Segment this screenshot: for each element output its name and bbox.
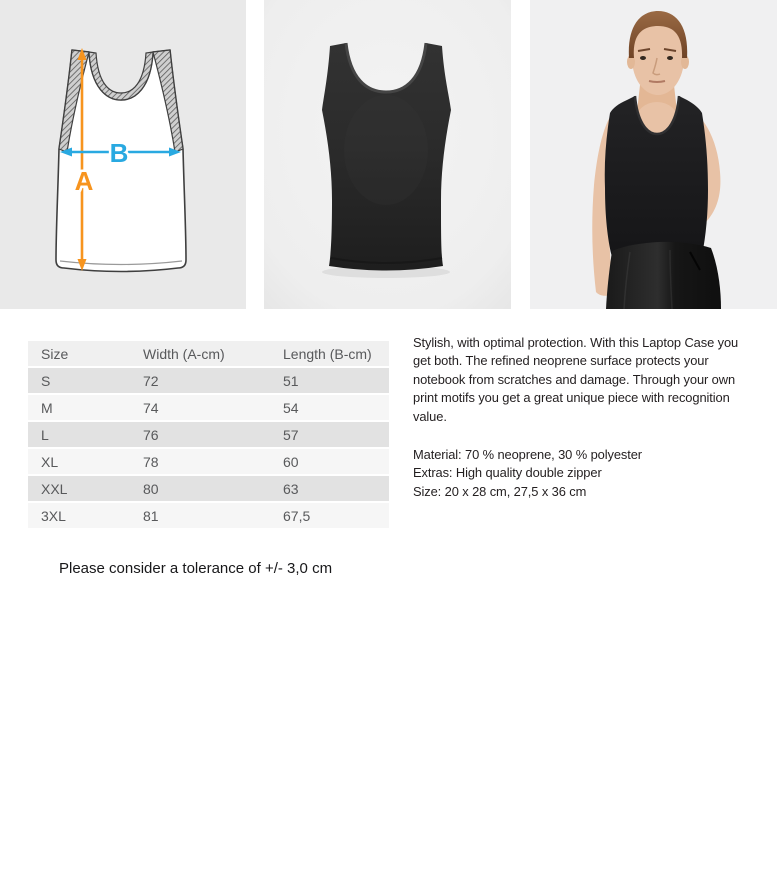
tolerance-note: Please consider a tolerance of +/- 3,0 cm: [59, 560, 333, 577]
model-photo-image[interactable]: [530, 0, 777, 309]
col-header-size: Size: [28, 341, 130, 366]
cell-size: 3XL: [28, 503, 130, 528]
size-table-header-row: [28, 341, 389, 366]
cell-width: 74: [130, 395, 270, 420]
col-header-width: Width (A-cm): [130, 341, 270, 366]
table-row: [28, 395, 389, 420]
cell-width: 80: [130, 476, 270, 501]
cell-length: 60: [270, 449, 389, 474]
tank-top-diagram-icon: [0, 0, 246, 309]
material-line: Material: 70 % neoprene, 30 % polyester: [413, 447, 642, 463]
product-photo-image[interactable]: [264, 0, 511, 309]
cell-width: 78: [130, 449, 270, 474]
cell-width: 76: [130, 422, 270, 447]
cell-length: 57: [270, 422, 389, 447]
cell-length: 63: [270, 476, 389, 501]
size-table: [28, 339, 389, 530]
cell-width: 72: [130, 368, 270, 393]
black-tank-top-icon: [264, 0, 511, 309]
cell-length: 54: [270, 395, 389, 420]
cell-length: 51: [270, 368, 389, 393]
cell-size: M: [28, 395, 130, 420]
table-row: [28, 503, 389, 528]
size-line: Size: 20 x 28 cm, 27,5 x 36 cm: [413, 483, 587, 499]
col-header-length: Length (B-cm): [270, 341, 389, 366]
measure-a-label: A: [74, 166, 94, 196]
cell-size: L: [28, 422, 130, 447]
table-row: [28, 422, 389, 447]
cell-size: XXL: [28, 476, 130, 501]
cell-width: 81: [130, 503, 270, 528]
extras-line: Extras: High quality double zipper: [413, 465, 602, 481]
cell-size: XL: [28, 449, 130, 474]
measurement-diagram-image[interactable]: [0, 0, 246, 309]
table-row: [28, 368, 389, 393]
table-row: [28, 476, 389, 501]
product-description: [413, 334, 739, 501]
cell-size: S: [28, 368, 130, 393]
table-row: [28, 449, 389, 474]
measure-b-label: B: [109, 138, 129, 168]
model-wearing-tank-top-icon: [530, 0, 777, 309]
cell-length: 67,5: [270, 503, 389, 528]
description-paragraph: Stylish, with optimal protection. With this Laptop Case you get both. The refined neoprene surface protects your notebook from scratches and damage. Through your own print motifs you get a great unique piece with recognition value.: [413, 335, 739, 424]
